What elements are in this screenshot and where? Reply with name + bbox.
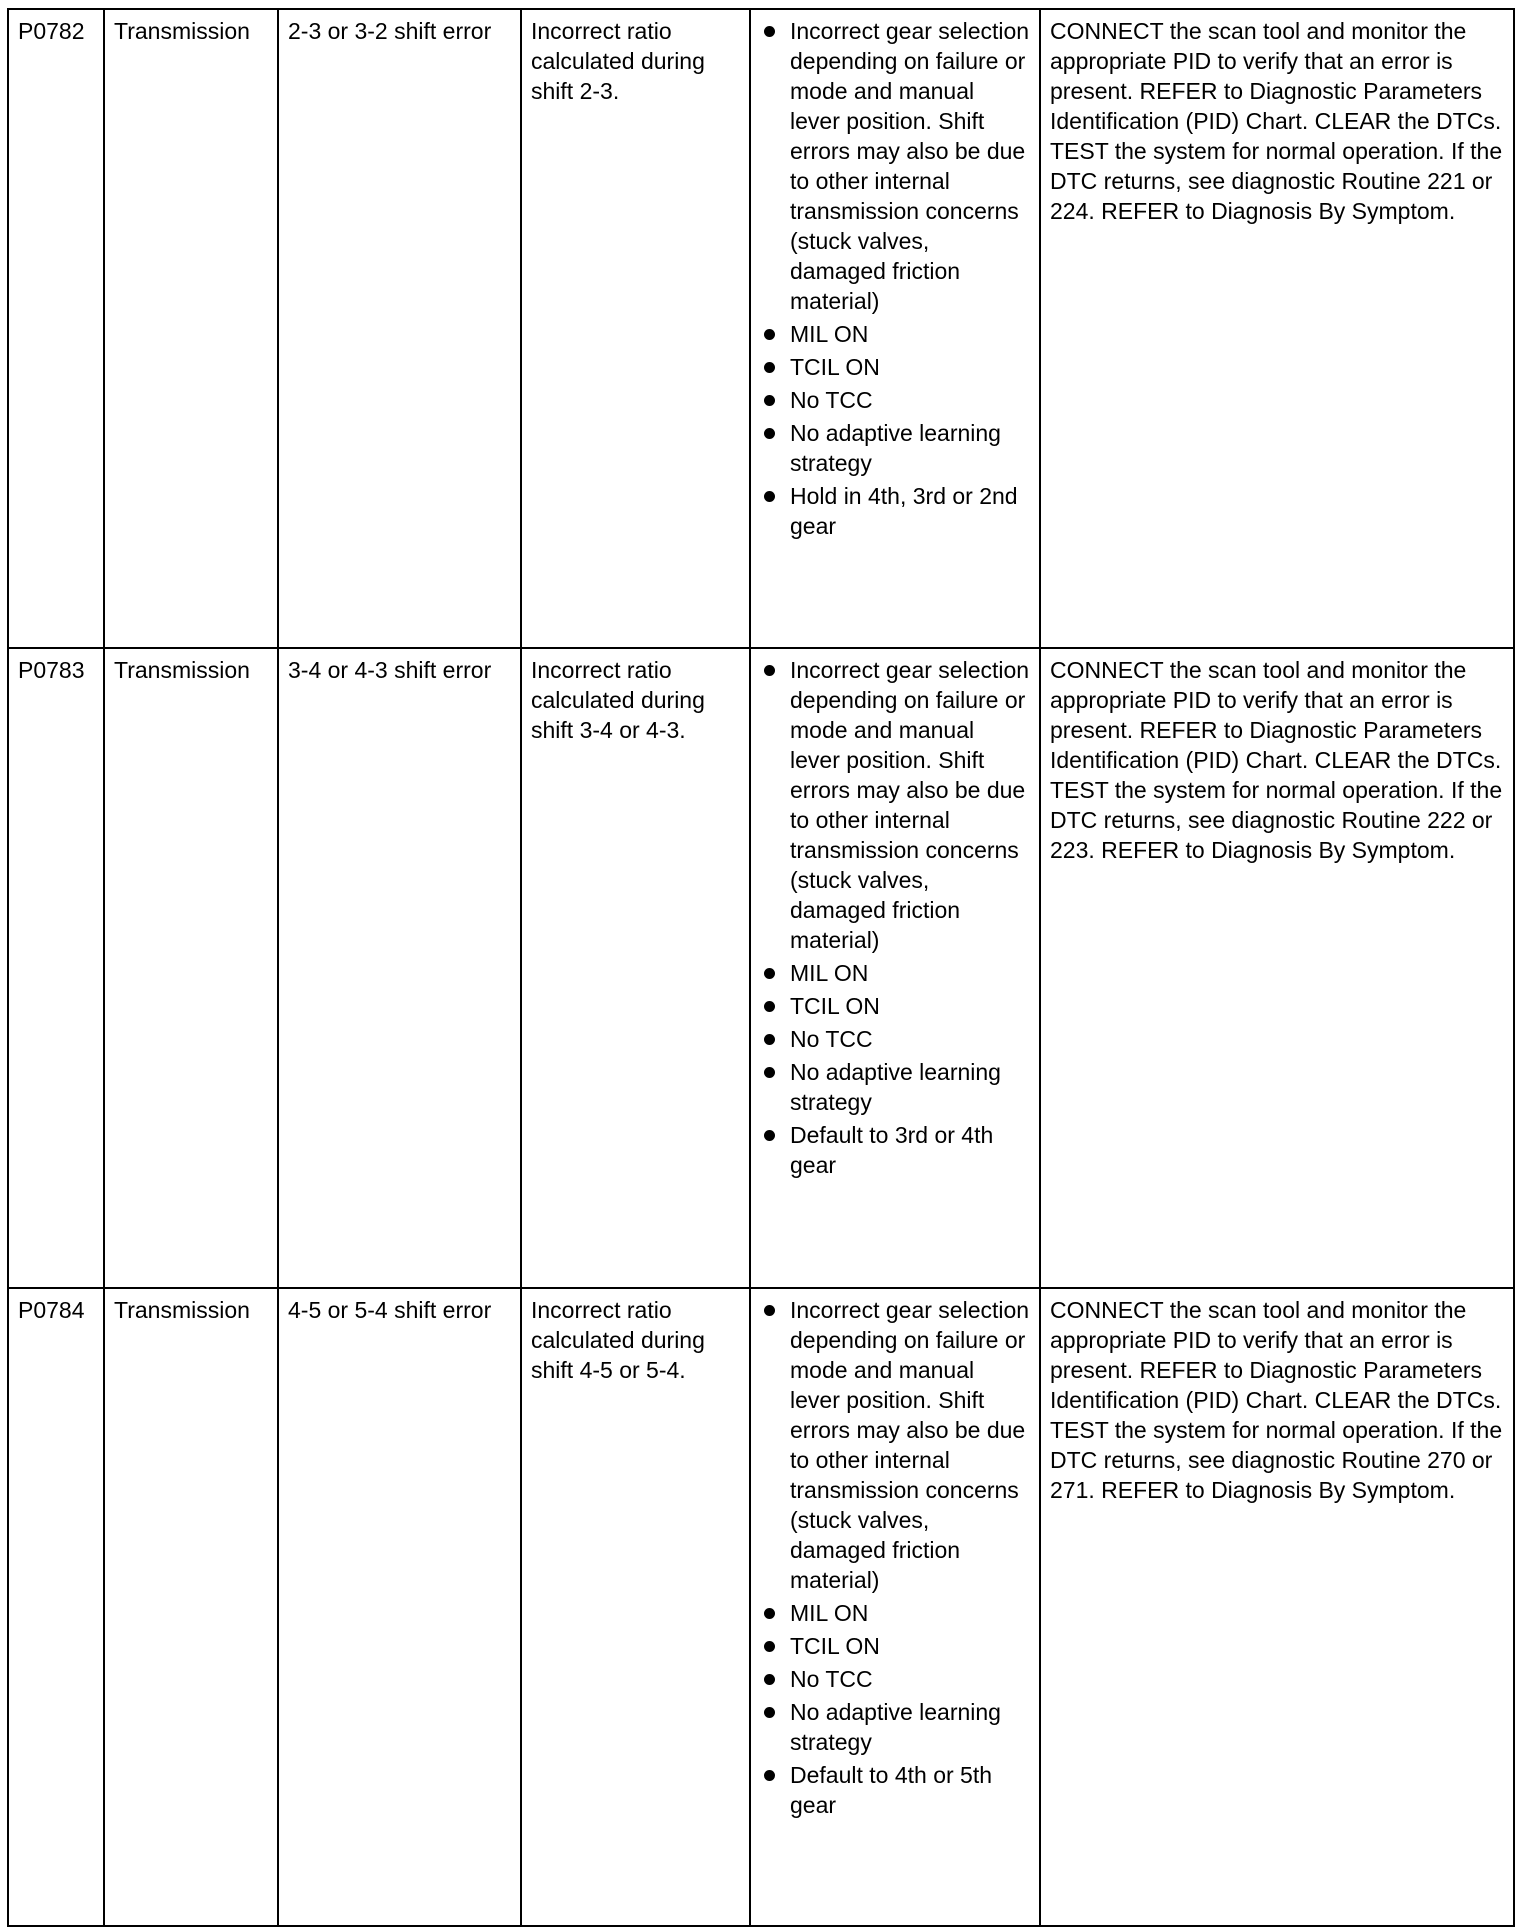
action-text: CONNECT the scan tool and monitor the appropriate PID to verify that an error is present. REFER to Diagnostic Parameters Identification (PID) Chart. CLEAR the DTCs. TEST the system for normal operation. If the DTC returns, see diagnostic Routine 222 or 223. REFER to Diagnosis By Symptom.: [1040, 648, 1514, 1288]
dtc-code: P0784: [8, 1288, 104, 1926]
symptoms-cell: [750, 9, 1040, 648]
symptom-item: Incorrect gear selection depending on failure or mode and manual lever position. Shift errors may also be due to other internal transmission concerns (stuck valves, damaged friction material): [760, 655, 1030, 955]
condition: Incorrect ratio calculated during shift 3-4 or 4-3.: [521, 648, 750, 1288]
symptom-item: Hold in 4th, 3rd or 2nd gear: [760, 481, 1030, 541]
symptom-item: No TCC: [760, 1024, 1030, 1054]
symptom-item: TCIL ON: [760, 991, 1030, 1021]
symptom-item: Incorrect gear selection depending on failure or mode and manual lever position. Shift errors may also be due to other internal transmission concerns (stuck valves, damaged friction material): [760, 16, 1030, 316]
condition: Incorrect ratio calculated during shift 4-5 or 5-4.: [521, 1288, 750, 1926]
symptom-item: TCIL ON: [760, 1631, 1030, 1661]
symptoms-cell: [750, 1288, 1040, 1926]
symptom-list: [760, 1295, 1030, 1820]
symptom-item: No adaptive learning strategy: [760, 1057, 1030, 1117]
symptom-list: [760, 655, 1030, 1180]
symptom-item: Default to 4th or 5th gear: [760, 1760, 1030, 1820]
symptom-item: Default to 3rd or 4th gear: [760, 1120, 1030, 1180]
dtc-description: 2-3 or 3-2 shift error: [278, 9, 521, 648]
symptom-item: Incorrect gear selection depending on failure or mode and manual lever position. Shift errors may also be due to other internal transmission concerns (stuck valves, damaged friction material): [760, 1295, 1030, 1595]
symptom-item: No adaptive learning strategy: [760, 418, 1030, 478]
table-row: [8, 9, 1514, 648]
component: Transmission: [104, 648, 278, 1288]
dtc-table: [7, 8, 1515, 1927]
symptom-item: TCIL ON: [760, 352, 1030, 382]
component: Transmission: [104, 9, 278, 648]
symptom-item: No adaptive learning strategy: [760, 1697, 1030, 1757]
dtc-description: 4-5 or 5-4 shift error: [278, 1288, 521, 1926]
action-text: CONNECT the scan tool and monitor the appropriate PID to verify that an error is present. REFER to Diagnostic Parameters Identification (PID) Chart. CLEAR the DTCs. TEST the system for normal operation. If the DTC returns, see diagnostic Routine 270 or 271. REFER to Diagnosis By Symptom.: [1040, 1288, 1514, 1926]
action-text: CONNECT the scan tool and monitor the appropriate PID to verify that an error is present. REFER to Diagnostic Parameters Identification (PID) Chart. CLEAR the DTCs. TEST the system for normal operation. If the DTC returns, see diagnostic Routine 221 or 224. REFER to Diagnosis By Symptom.: [1040, 9, 1514, 648]
symptom-item: No TCC: [760, 1664, 1030, 1694]
dtc-code: P0782: [8, 9, 104, 648]
symptom-item: MIL ON: [760, 958, 1030, 988]
symptom-item: No TCC: [760, 385, 1030, 415]
dtc-description: 3-4 or 4-3 shift error: [278, 648, 521, 1288]
component: Transmission: [104, 1288, 278, 1926]
condition: Incorrect ratio calculated during shift 2-3.: [521, 9, 750, 648]
dtc-code: P0783: [8, 648, 104, 1288]
symptom-item: MIL ON: [760, 1598, 1030, 1628]
table-row: [8, 648, 1514, 1288]
symptom-item: MIL ON: [760, 319, 1030, 349]
symptoms-cell: [750, 648, 1040, 1288]
table-row: [8, 1288, 1514, 1926]
symptom-list: [760, 16, 1030, 541]
